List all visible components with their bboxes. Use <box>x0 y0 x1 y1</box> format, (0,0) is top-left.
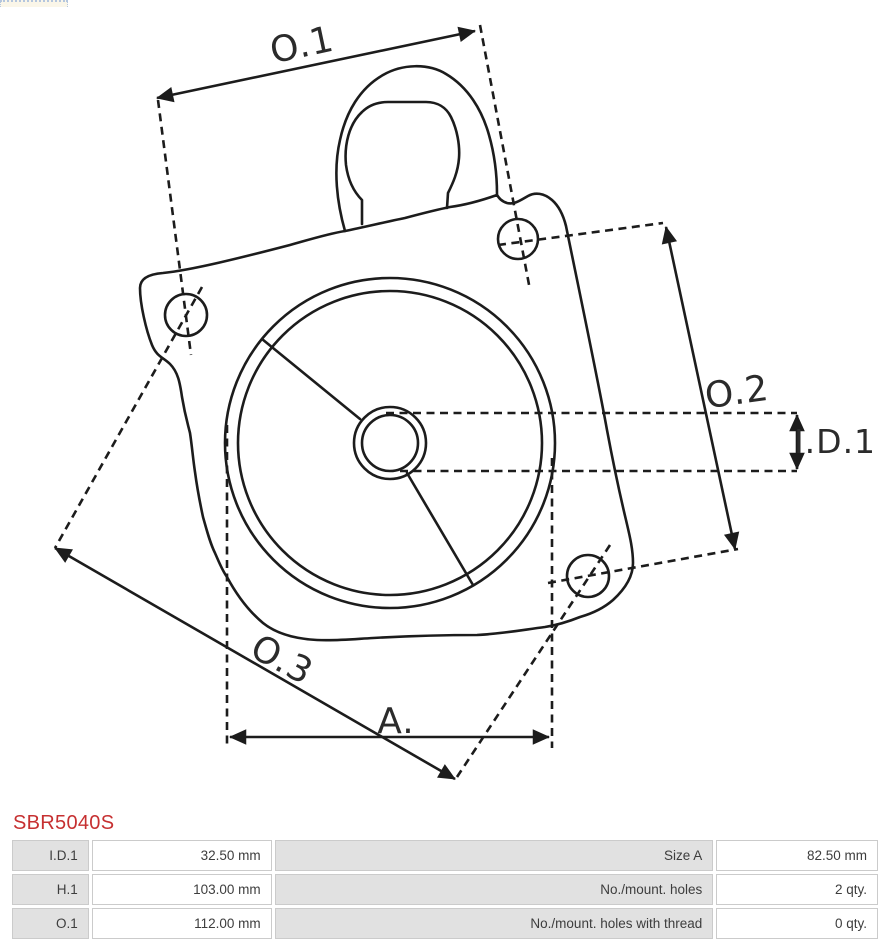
hub-outer-circle <box>354 407 426 479</box>
spec-value-cell: 0 qty. <box>716 908 878 939</box>
dim-label-o2: O.2 <box>702 367 772 418</box>
spec-value-cell: 112.00 mm <box>92 908 272 939</box>
spec-value-cell: 2 qty. <box>716 874 878 905</box>
part-number-title: SBR5040S <box>13 812 115 834</box>
spec-value-cell: 82.50 mm <box>716 840 878 871</box>
ext-line-o2-bottom <box>548 549 738 583</box>
spec-key-cell: H.1 <box>12 874 89 905</box>
part-info-section <box>0 806 889 942</box>
dim-label-id1: I.D.1 <box>793 422 877 461</box>
spec-key-cell: I.D.1 <box>12 840 89 871</box>
wedge-line-lower <box>407 473 473 585</box>
table-row <box>12 908 878 939</box>
wedge-line-upper <box>262 339 360 419</box>
dim-label-o1: O.1 <box>266 18 338 73</box>
spec-value-cell: 32.50 mm <box>92 840 272 871</box>
inner-rim-circle <box>238 291 542 595</box>
spec-key-cell: O.1 <box>12 908 89 939</box>
table-row <box>12 874 878 905</box>
ext-line-o2-top <box>498 223 663 245</box>
handle-outer-outline <box>336 66 497 231</box>
plate-outline <box>140 194 633 641</box>
spec-key-cell: No./mount. holes <box>275 874 714 905</box>
table-row <box>12 840 878 871</box>
spec-key-cell: Size A <box>275 840 714 871</box>
dim-label-o3: O.3 <box>243 627 320 694</box>
ext-line-o3-left <box>55 287 202 548</box>
ext-line-o1-right <box>480 25 530 290</box>
hub-bore-circle <box>362 415 418 471</box>
outer-rim-circle <box>225 278 555 608</box>
spec-value-cell: 103.00 mm <box>92 874 272 905</box>
spec-table <box>9 837 881 942</box>
handle-inner-cutout <box>346 102 460 224</box>
spec-key-cell: No./mount. holes with thread <box>275 908 714 939</box>
dim-label-a: A. <box>377 701 415 742</box>
